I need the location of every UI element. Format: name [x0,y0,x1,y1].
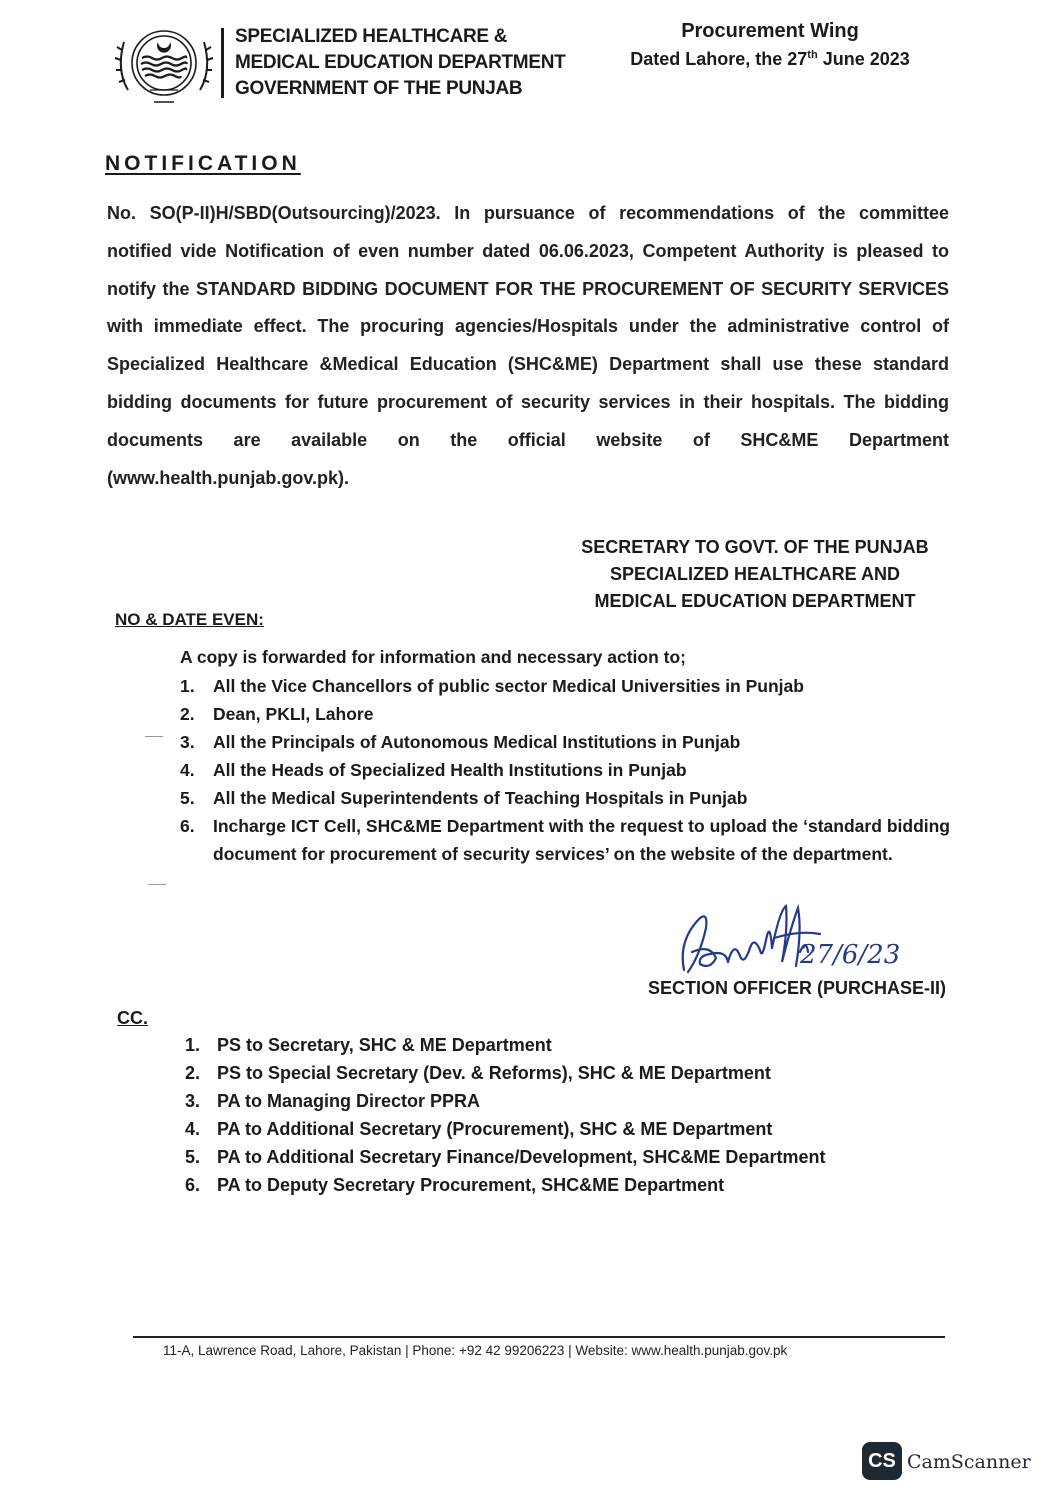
list-number: 5. [180,788,195,808]
list-number: 1. [180,676,195,696]
section-officer-title: SECTION OFFICER (PURCHASE-II) [648,978,947,998]
list-number: 2. [185,1063,201,1083]
list-text: All the Heads of Specialized Health Institutions in Punjab [213,760,687,780]
list-number: 4. [185,1119,201,1139]
list-number: 2. [180,704,195,724]
dept-line-3: GOVERNMENT OF THE PUNJAB [235,78,523,99]
list-item [185,1171,945,1199]
list-number: 3. [185,1091,201,1111]
camscanner-logo-icon: CS [862,1442,902,1480]
list-item [180,756,950,784]
list-number: 5. [185,1147,201,1167]
cc-heading: CC. [117,1008,148,1028]
list-text: PS to Secretary, SHC & ME Department [217,1035,552,1055]
list-text: All the Vice Chancellors of public sector Medical Universities in Punjab [213,676,804,696]
list-number: 6. [185,1175,201,1195]
scan-mark [148,884,166,885]
date-suffix: June 2023 [817,49,910,69]
date-prefix: Dated Lahore, the 27 [630,49,808,69]
header-divider [221,28,224,98]
dated-line [605,49,935,70]
list-number: 1. [185,1035,201,1055]
list-item [180,812,950,868]
header-wing-block [605,20,935,70]
list-number: 6. [180,816,195,836]
secretary-line-2: SPECIALIZED HEALTHCARE AND [609,564,900,584]
department-name [235,24,565,102]
forward-list [180,672,950,868]
secretary-line-3: MEDICAL EDUCATION DEPARTMENT [594,591,916,611]
list-text: PA to Deputy Secretary Procurement, SHC&ME Department [217,1175,725,1195]
list-item [180,784,950,812]
list-text: All the Medical Superintendents of Teaching Hospitals in Punjab [213,788,748,808]
secretary-line-1: SECRETARY TO GOVT. OF THE PUNJAB [581,537,929,557]
footer-divider [133,1336,945,1338]
list-text: PA to Additional Secretary (Procurement), SHC & ME Department [217,1119,773,1139]
list-text: PA to Managing Director PPRA [217,1091,481,1111]
list-item [180,672,950,700]
forward-intro: A copy is forwarded for information and necessary action to; [180,647,686,667]
list-text: Dean, PKLI, Lahore [213,704,374,724]
list-text: Incharge ICT Cell, SHC&ME Department with the request to upload the ‘standard bidding document for procurement of security services’ on the website of the department. [213,816,950,864]
no-date-even-heading: NO & DATE EVEN: [115,610,264,629]
date-suffix-sup: th [807,49,818,61]
list-item [180,728,950,756]
list-number: 3. [180,732,195,752]
list-number: 4. [180,760,195,780]
list-item [185,1087,945,1115]
list-item [185,1031,945,1059]
footer-address: 11-A, Lawrence Road, Lahore, Pakistan | Phone: +92 42 99206223 | Website: www.health.punjab.gov.pk [163,1343,788,1358]
list-item [185,1143,945,1171]
list-item [185,1059,945,1087]
punjab-emblem-logo [110,20,218,106]
list-item [185,1115,945,1143]
list-item [180,700,950,728]
list-text: PS to Special Secretary (Dev. & Reforms), SHC & ME Department [217,1063,771,1083]
notification-body: No. SO(P-II)H/SBD(Outsourcing)/2023. In pursuance of recommendations of the committee notified vide Notification of even number dated 06.06.2023, Competent Authority is pleased to notify the STANDARD BIDDING DOCUMENT FOR THE PROCUREMENT OF SECURITY SERVICES with immediate effect. The procuring agencies/Hospitals under the administrative control of Specialized Healthcare &Medical Education (SHC&ME) Department shall use these standard bidding documents for future procurement of security services in their hospitals. The bidding documents are available on the official website of SHC&ME Department (www.health.punjab.gov.pk). [107,203,949,488]
wing-title: Procurement Wing [681,20,859,42]
dept-line-2: MEDICAL EDUCATION DEPARTMENT [235,52,566,73]
secretary-signature-block [560,534,950,615]
scan-mark [145,736,163,737]
dept-line-1: SPECIALIZED HEALTHCARE & [235,26,508,47]
camscanner-label: CamScanner [907,1451,1031,1473]
signature-date: 27/6/23 [800,940,901,970]
cc-list [185,1031,945,1199]
list-text: All the Principals of Autonomous Medical Institutions in Punjab [213,732,741,752]
list-text: PA to Additional Secretary Finance/Development, SHC&ME Department [217,1147,826,1167]
notification-title: NOTIFICATION [105,152,301,175]
